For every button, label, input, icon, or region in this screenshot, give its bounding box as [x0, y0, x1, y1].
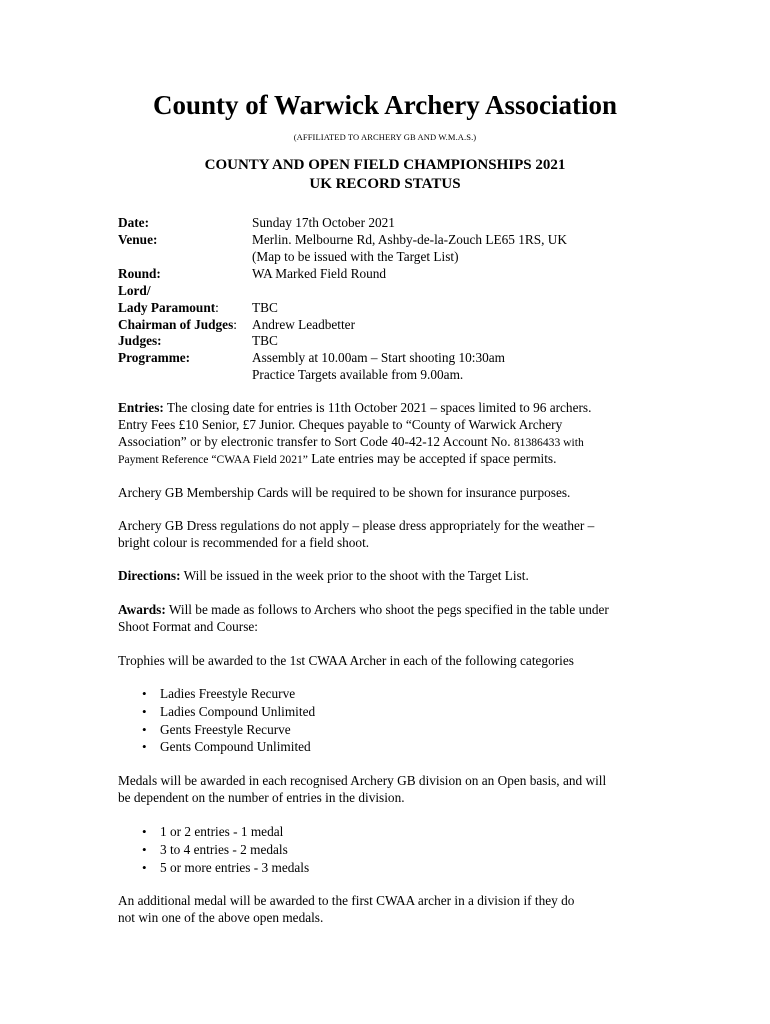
medal-rule: 3 to 4 entries - 2 medals: [160, 842, 288, 857]
lady-paramount-value: TBC: [252, 300, 278, 315]
bullet-icon: •: [142, 739, 147, 754]
document-title: County of Warwick Archery Association: [152, 90, 617, 120]
medal-rule: 1 or 2 entries - 1 medal: [160, 824, 284, 839]
bullet-icon: •: [142, 824, 147, 839]
additional-line-2: not win one of the above open medals.: [118, 910, 324, 925]
entries-line-1: Entries: The closing date for entries is 11th October 2021 – spaces limited to 96 archers.: [118, 400, 592, 415]
judges-value: TBC: [252, 333, 278, 348]
affiliation-note: (AFFILIATED TO ARCHERY GB AND W.M.A.S.): [293, 132, 477, 142]
bullet-icon: •: [142, 686, 147, 701]
chairman-value: Andrew Leadbetter: [252, 317, 355, 332]
dress-line-2: bright colour is recommended for a field shoot.: [118, 535, 370, 550]
date-value: Sunday 17th October 2021: [252, 215, 395, 230]
programme-value: Assembly at 10.00am – Start shooting 10:30am: [252, 350, 505, 365]
medals-line-1: Medals will be awarded in each recognised Archery GB division on an Open basis, and will: [118, 773, 607, 788]
directions-note: Directions: Will be issued in the week prior to the shoot with the Target List.: [118, 568, 529, 583]
additional-line-1: An additional medal will be awarded to the first CWAA archer in a division if they do: [118, 893, 575, 908]
bullet-icon: •: [142, 860, 147, 875]
judges-label: Judges:: [118, 333, 162, 348]
lord-label: Lord/: [118, 283, 151, 298]
round-label: Round:: [118, 266, 161, 281]
membership-note: Archery GB Membership Cards will be required to be shown for insurance purposes.: [118, 485, 571, 500]
bullet-icon: •: [142, 842, 147, 857]
lady-paramount-label: Lady Paramount:: [118, 300, 219, 315]
programme-practice: Practice Targets available from 9.00am.: [252, 367, 464, 382]
chairman-label: Chairman of Judges:: [118, 317, 237, 332]
bullet-icon: •: [142, 704, 147, 719]
awards-line-1: Awards: Will be made as follows to Archers who shoot the pegs specified in the table under: [118, 602, 609, 617]
trophy-category: Gents Freestyle Recurve: [160, 722, 291, 737]
trophy-category: Ladies Freestyle Recurve: [160, 686, 296, 701]
medal-rule: 5 or more entries - 3 medals: [160, 860, 310, 875]
dress-line-1: Archery GB Dress regulations do not apply – please dress appropriately for the weather –: [118, 518, 595, 533]
medals-line-2: be dependent on the number of entries in the division.: [118, 790, 405, 805]
awards-line-2: Shoot Format and Course:: [118, 619, 258, 634]
entries-line-4: Payment Reference “CWAA Field 2021” Late entries may be accepted if space permits.: [118, 451, 557, 466]
venue-label: Venue:: [118, 232, 158, 247]
bullet-icon: •: [142, 722, 147, 737]
venue-note: (Map to be issued with the Target List): [252, 249, 459, 264]
trophies-intro: Trophies will be awarded to the 1st CWAA Archer in each of the following categories: [118, 653, 574, 668]
date-label: Date:: [118, 215, 150, 230]
venue-value: Merlin. Melbourne Rd, Ashby-de-la-Zouch LE65 1RS, UK: [252, 232, 568, 247]
trophy-category: Gents Compound Unlimited: [160, 739, 311, 754]
round-value: WA Marked Field Round: [252, 266, 387, 281]
programme-label: Programme:: [118, 350, 191, 365]
trophy-category: Ladies Compound Unlimited: [160, 704, 316, 719]
championship-heading: COUNTY AND OPEN FIELD CHAMPIONSHIPS 2021: [204, 157, 566, 173]
record-status-heading: UK RECORD STATUS: [309, 176, 461, 192]
entries-line-3: Association” or by electronic transfer to Sort Code 40-42-12 Account No. 81386433 with: [118, 434, 584, 449]
entries-line-2: Entry Fees £10 Senior, £7 Junior. Cheques payable to “County of Warwick Archery: [118, 417, 563, 432]
